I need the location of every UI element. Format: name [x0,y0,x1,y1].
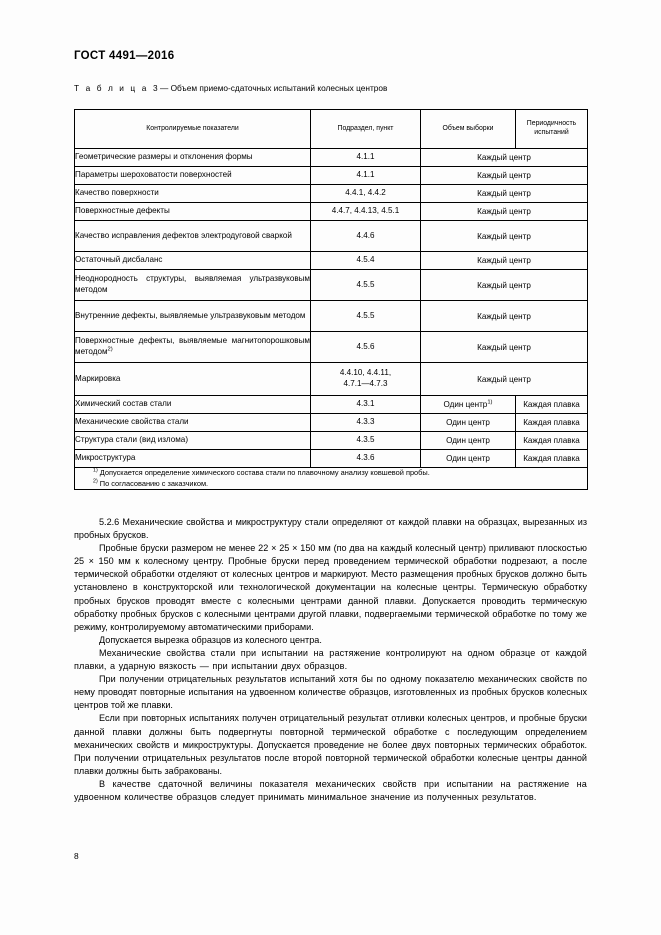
footnote-marker: 2) [107,346,113,353]
table-row [75,450,588,468]
cell-indicator: Геометрические размеры и отклонения формы [75,149,311,167]
footnote-marker: 2) [93,478,98,485]
body-text [74,516,587,804]
cell-clause: 4.4.10, 4.4.11, 4.7.1—4.7.3 [311,363,421,396]
paragraph: В качестве сдаточной величины показателя механических свойств при испытании на растяжение на удвоенном количестве образцов следует принимать минимальное значение из полученных результатов. [74,778,587,802]
cell-indicator: Внутренние дефекты, выявляемые ультразвуковым методом [75,301,311,332]
table-caption-title: Объем приемо-сдаточных испытаний колесных центров [170,83,388,93]
cell-test-frequency: Каждая плавка [516,396,588,414]
cell-sample-volume: Каждый центр [421,363,588,396]
cell-sample-volume: Каждый центр [421,332,588,363]
table-row [75,432,588,450]
cell-indicator: Механические свойства стали [75,414,311,432]
paragraph: Пробные бруски размером не менее 22 × 25 × 150 мм (по два на каждый колесный центр) приливают плоскостью 25 × 150 мм к колесному центру. Пробные бруски перед проведением термической обработки подрезают, а после термической обработки отделяют от колесных центров и маркируют. Место размещения пробных брусков должно быть установлено в конструкторской или технологической документации на колесные центры. Термическую обработку пробных брусков проводят вместе с колесными центрами данной плавки. Допускается проводить термическую обработку пробных брусков с колесными центрами другой плавки, подвергаемыми термической обработке по тому же режиму, контролируемому автоматическими приборами. [74,543,587,632]
cell-sample-volume: Каждый центр [421,167,588,185]
cell-test-frequency: Каждая плавка [516,414,588,432]
table-row [75,396,588,414]
table-row [75,185,588,203]
table-row [75,270,588,301]
cell-indicator: Микроструктура [75,450,311,468]
table-row [75,221,588,252]
cell-indicator: Качество исправления дефектов электродуговой сваркой [75,221,311,252]
cell-clause: 4.4.7, 4.4.13, 4.5.1 [311,203,421,221]
cell-indicator: Поверхностные дефекты [75,203,311,221]
page-number: 8 [74,851,79,861]
paragraph: Допускается вырезка образцов из колесного центра. [99,634,322,645]
column-header-test-frequency: Периодичность испытаний [516,110,588,149]
table-footnotes [75,468,588,490]
paragraph: Если при повторных испытаниях получен отрицательный результат отливки колесных центров, и пробные бруски данной плавки должны быть подвергнуты повторной термической обработке с последующим определением механических свойств и микроструктуры. Допускается проведение не более двух повторных термических обработок. При получении отрицательных результатов после второй повторной термической обработки колесные центры данной плавки должны быть забракованы. [74,713,587,776]
footnote-item: $^{2)}$ По согласованию с заказчиком. [93,478,209,488]
cell-clause: 4.3.1 [311,396,421,414]
table-row [75,414,588,432]
table-row [75,301,588,332]
page-title: ГОСТ 4491—2016 [74,50,175,62]
footnote-marker: 1) [93,467,98,474]
table-caption-number: 3 [153,83,158,93]
cell-indicator: Структура стали (вид излома) [75,432,311,450]
table-row [75,363,588,396]
cell-sample-volume: Каждый центр [421,203,588,221]
cell-sample-volume: Каждый центр [421,149,588,167]
table-row [75,332,588,363]
cell-clause: 4.4.1, 4.4.2 [311,185,421,203]
cell-sample-volume: Каждый центр [421,301,588,332]
table-row [75,167,588,185]
acceptance-tests-table [74,109,588,490]
cell-indicator: Остаточный дисбаланс [75,252,311,270]
cell-indicator: Параметры шероховатости поверхностей [75,167,311,185]
table-header-row [75,110,588,149]
cell-indicator: Качество поверхности [75,185,311,203]
cell-sample-volume: Один центр [421,414,516,432]
cell-clause: 4.1.1 [311,149,421,167]
paragraph: 5.2.6 Механические свойства и микроструктуру стали определяют от каждой плавки на образцах, вырезанных из пробных брусков. [74,517,587,541]
cell-clause: 4.3.5 [311,432,421,450]
column-header-clause: Подраздел, пункт [311,110,421,149]
cell-clause: 4.3.3 [311,414,421,432]
column-header-sample-volume: Объем выборки [421,110,516,149]
footnote-marker: 1) [487,399,493,406]
table-row [75,149,588,167]
cell-clause: 4.4.6 [311,221,421,252]
cell-clause: 4.5.5 [311,270,421,301]
cell-clause: 4.5.5 [311,301,421,332]
table-footnotes-row [75,468,588,490]
cell-indicator: Маркировка [75,363,311,396]
footnote-item: $^{1)}$ Допускается определение химического состава стали по плавочному анализу ковшевой пробы. [93,467,430,477]
cell-clause: 4.1.1 [311,167,421,185]
cell-clause: 4.5.4 [311,252,421,270]
cell-sample-volume: Один центр [421,432,516,450]
table-caption [74,83,387,93]
cell-sample-volume: Один центр$^{1)}$ [421,396,516,414]
paragraph: При получении отрицательных результатов испытаний хотя бы по одному показателю механических свойств по нему проводят повторные испытания на удвоенном количестве образцов, изготовленных из пробных брусков колесных центров той же плавки. [74,674,587,711]
table-row [75,203,588,221]
paragraph: Механические свойства стали при испытании на растяжение контролируют на одном образце от каждой плавки, а ударную вязкость — при испытании двух образцов. [74,647,587,672]
cell-sample-volume: Каждый центр [421,185,588,203]
table-caption-dash: — [159,83,169,93]
cell-indicator: Поверхностные дефекты, выявляемые магнитопорошковым методом$^{2)}$ [75,332,311,363]
cell-sample-volume: Каждый центр [421,221,588,252]
cell-clause: 4.5.6 [311,332,421,363]
cell-indicator: Химический состав стали [75,396,311,414]
column-header-indicator: Контролируемые показатели [75,110,311,149]
cell-test-frequency: Каждая плавка [516,432,588,450]
table-caption-label: Т а б л и ц а [74,83,149,93]
cell-clause: 4.3.6 [311,450,421,468]
cell-sample-volume: Каждый центр [421,252,588,270]
cell-sample-volume: Каждый центр [421,270,588,301]
cell-indicator: Неоднородность структуры, выявляемая ультразвуковым методом [75,270,311,301]
cell-sample-volume: Один центр [421,450,516,468]
table-row [75,252,588,270]
cell-test-frequency: Каждая плавка [516,450,588,468]
